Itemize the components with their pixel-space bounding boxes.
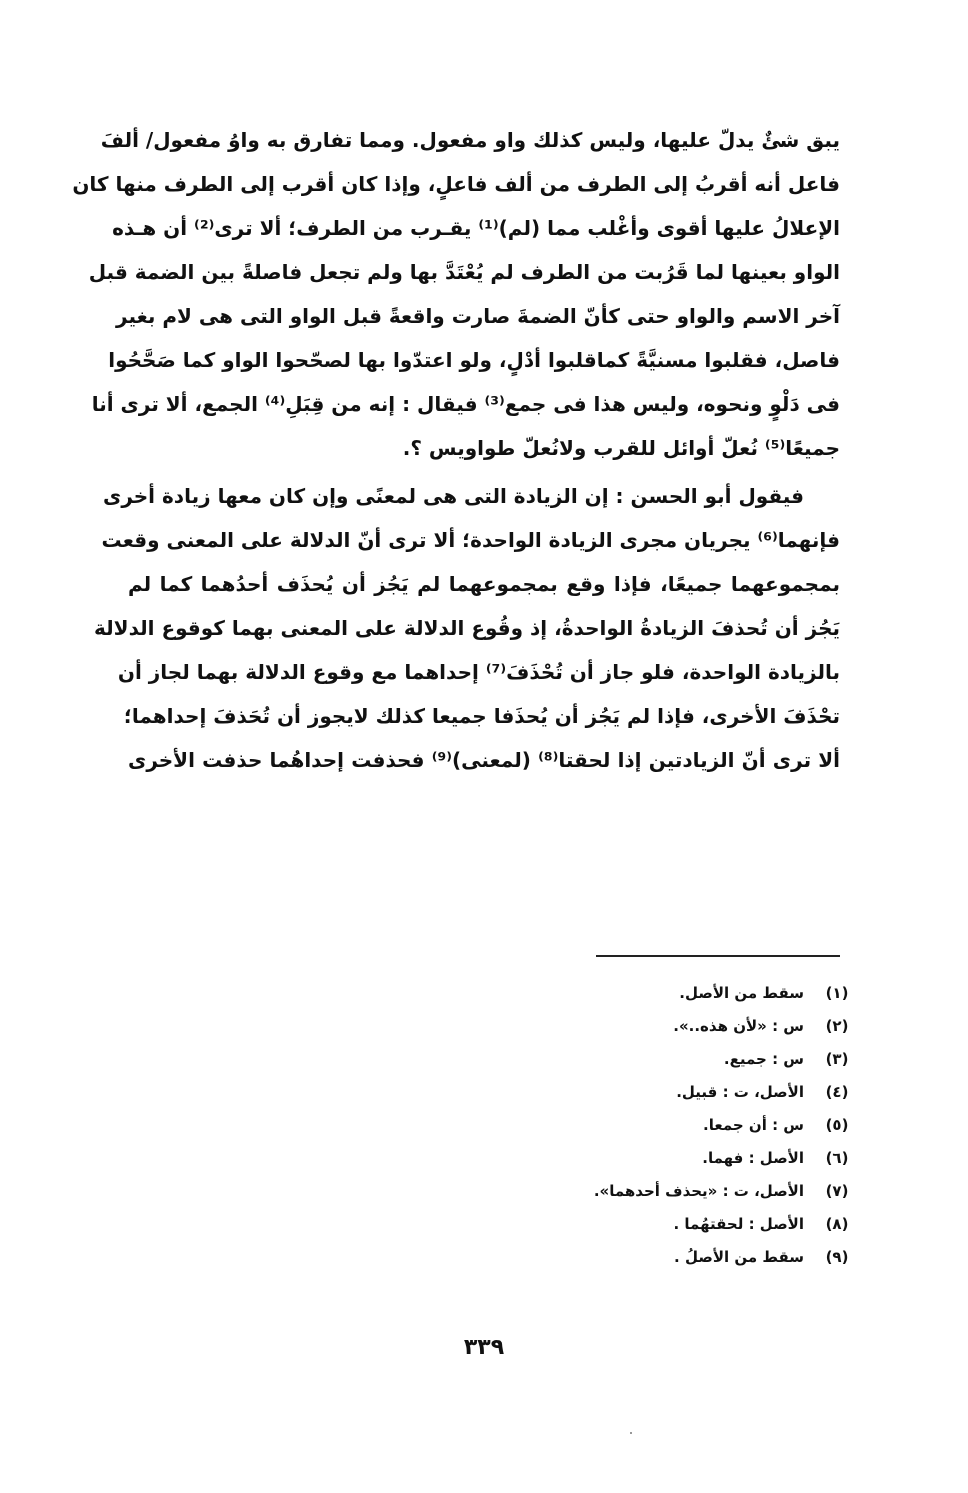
footnote-text: س : «لأن هذه..». (673, 1017, 804, 1035)
text-line-11: بمجموعهما جميعًا، فإذا وقع بمجموعهما لم يَجُز أن يُحذَف أحدُهما كما لم (128, 572, 840, 596)
text-line-3: الإعلالُ عليها أقوى وأغْلب مما (لم)⁽¹⁾ يقـرب من الطرف؛ ألا ترى⁽²⁾ أن هـذه (112, 216, 840, 240)
footnote-6 (702, 1143, 860, 1173)
scan-speck (630, 1432, 632, 1434)
text-line-4: الواو بعينها لما قَرُبت من الطرف لم يُعْتَدَّ بها ولم تجعل فاصلةً بين الضمة قبل (88, 260, 840, 284)
text-line-13: بالزيادة الواحدة، فلو جاز أن تُحْذَفَ⁽⁷⁾ إحداهما مع وقوع الدلالة بهما لجاز أن (117, 660, 840, 684)
footnote-number: (٣) (825, 1050, 849, 1068)
text-line-1: يبق شئٌ يدلّ عليها، وليس كذلك واو مفعول. ومما تفارق به واوُ مفعول/ ألفَ (100, 128, 840, 152)
text-line-5: آخر الاسم والواو حتى كأنّ الضمةَ صارت واقعةً قبل الواو التى هى لام بغير (116, 304, 840, 328)
footnote-text: الأصل : لحقتهُما . (673, 1215, 804, 1233)
footnote-3 (724, 1044, 860, 1074)
footnote-7 (594, 1176, 860, 1206)
footnote-1 (679, 978, 860, 1008)
footnote-number: (٨) (825, 1215, 849, 1233)
footnote-2 (673, 1011, 860, 1041)
text-line-10: فإنهما⁽⁶⁾ يجريان مجرى الزيادة الواحدة؛ ألا ترى أنّ الدلالة على المعنى وقعت (101, 528, 840, 552)
footnote-text: سقط من الأصلُ . (674, 1248, 804, 1266)
text-line-12: يَجُز أن تُحذفَ الزيادةُ الواحدةُ، إذ وقُوع الدلالة على المعنى بهما كوقوع الدلالة (94, 616, 840, 640)
footnote-text: س : جميع. (723, 1050, 804, 1068)
footnote-number: (٩) (825, 1248, 849, 1266)
footnote-text: الأصل، ت : قبيل. (676, 1083, 804, 1101)
footnote-4 (676, 1077, 860, 1107)
text-line-15: ألا ترى أنّ الزيادتين إذا لحقتا⁽⁸⁾ (لمعنى)⁽⁹⁾ فحذفت إحداهُما حذفت الأخرى (128, 748, 841, 772)
footnote-text: سقط من الأصل. (679, 984, 804, 1002)
footnote-9 (674, 1242, 860, 1272)
text-line-6: فاصل، فقلبوا مسنيَّةً كماقلبوا أدْلٍ، ولو اعتدّوا بها لصحّحوا الواو كما صَحَّحُوا (108, 348, 840, 372)
footnote-text: الأصل : فهما. (702, 1149, 804, 1167)
footnote-number: (٦) (825, 1149, 849, 1167)
footnote-number: (٥) (825, 1116, 849, 1134)
footnote-text: س : أن جمعا. (703, 1116, 804, 1134)
footnote-number: (١) (825, 984, 849, 1002)
text-line-7: فى دَلْوٍ ونحوه، وليس هذا فى جمع⁽³⁾ فيقال : إنه من قِبَلِ⁽⁴⁾ الجمع، ألا ترى أنا (91, 392, 840, 416)
footnote-number: (٧) (825, 1182, 849, 1200)
text-line-9: فيقول أبو الحسن : إن الزيادة التى هى لمعنًى وإن كان معها زيادة أخرى (103, 484, 804, 508)
footnote-number: (٢) (825, 1017, 849, 1035)
text-line-14: تحْذَفَ الأخرى، فإذا لم يَجُز أن يُحذَفا جميعا كذلك لايجوز أن تُحَذفَ إحداهما؛ (123, 704, 840, 728)
text-line-2: فاعل أنه أقربُ إلى الطرف من ألف فاعلٍ، وإذا كان أقرب إلى الطرف منها كان (72, 172, 840, 196)
footnote-5 (703, 1110, 860, 1140)
page-number: ٣٣٩ (463, 1335, 505, 1360)
footnote-number: (٤) (825, 1083, 849, 1101)
footnote-8 (673, 1209, 860, 1239)
footnote-separator (596, 955, 840, 957)
text-line-8: جميعًا⁽⁵⁾ نُعلّ أوائل للقرب ولانُعلّ طواويس ؟. (402, 436, 840, 460)
footnote-text: الأصل، ت : «يحذف أحدهما». (593, 1182, 804, 1200)
